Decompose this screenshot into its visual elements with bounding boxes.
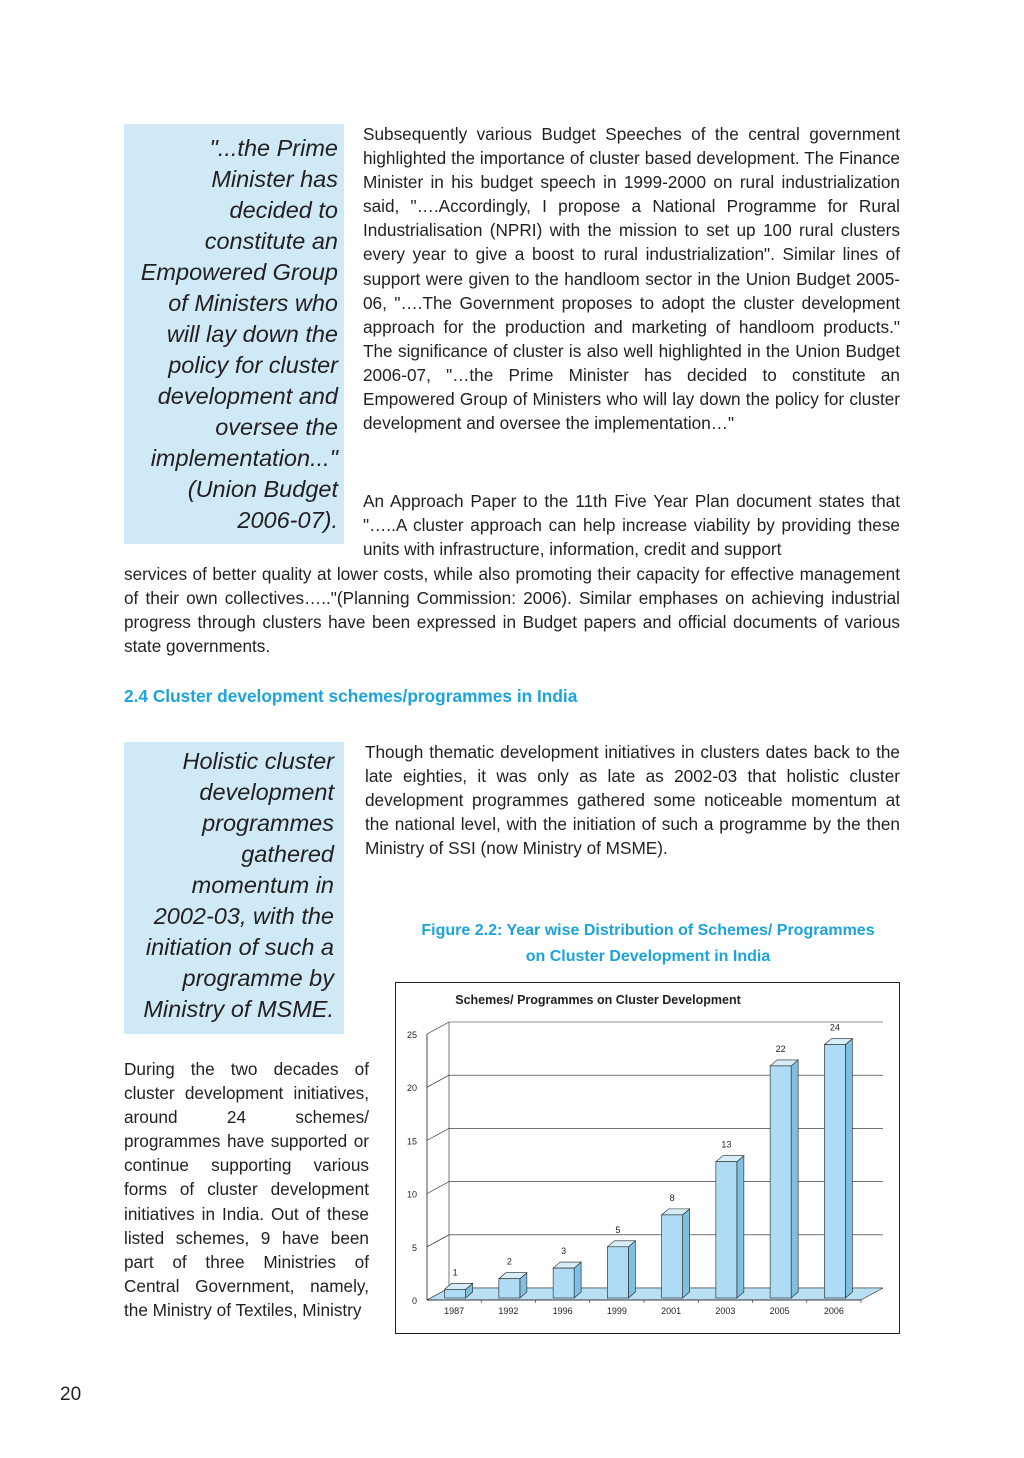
y-tick-label: 20 bbox=[406, 1083, 417, 1094]
x-tick-label: 2003 bbox=[715, 1306, 736, 1316]
pullquote-1-line: decided to bbox=[229, 197, 338, 223]
pullquote-1-line: oversee the bbox=[215, 414, 338, 440]
figure-caption-line-2: on Cluster Development in India bbox=[525, 948, 771, 965]
y-tick-label: 25 bbox=[406, 1030, 417, 1040]
data-label: 24 bbox=[829, 1022, 840, 1033]
paragraph-budget-speeches: Subsequently various Budget Speeches of the central government highlighted the importance of cluster based development. The Finance Minister in his budget speech in 1999-2000 on rural industrialization said, "….Accordingly, I propose a National Programme for Rural Industrialisation (NPRI) with the mission to set up 100 rural clusters every year to give a boost to rural industrialization". Similar lines of support were given to the handloom sector in the Union Budget 2005-06, "….The Government proposes to adopt the cluster development approach for the production and marketing of handloom products." The significance of cluster is also well highlighted in the Union Budget 2006-07, "…the Prime Minister has decided to constitute an Empowered Group of Ministers who will lay down the policy for cluster development and oversee the implementation…" bbox=[363, 124, 900, 434]
gridline-depth bbox=[427, 1235, 449, 1247]
pullquote-2-line: Ministry of MSME. bbox=[143, 996, 334, 1022]
paragraph-approach-paper-continued: services of better quality at lower costs, while also promoting their capacity for effective management of their own collectives….."(Planning Commission: 2006). Similar emphases on achieving industrial progress through clusters have been expressed in Budget papers and official documents of various state governments. bbox=[124, 564, 900, 657]
paragraph-thematic-initiatives: Though thematic development initiatives in clusters dates back to the late eighties, it was only as late as 2002-03 that holistic cluster development programmes gathered some noticeable momentum at the national level, with the initiation of such a programme by the then Ministry of SSI (now Ministry of MSME). bbox=[365, 742, 900, 859]
y-tick-label: 0 bbox=[411, 1296, 417, 1306]
gridline-depth bbox=[427, 1128, 449, 1140]
x-tick-label: 1999 bbox=[606, 1306, 627, 1316]
x-tick-label: 1996 bbox=[552, 1306, 573, 1316]
pullquote-2-line: programmes bbox=[202, 810, 334, 836]
bar-side bbox=[791, 1060, 798, 1298]
y-tick-label: 15 bbox=[406, 1136, 417, 1147]
pullquote-1-line: 2006-07). bbox=[237, 507, 338, 533]
bar bbox=[499, 1279, 520, 1298]
data-label: 13 bbox=[721, 1139, 732, 1150]
bar bbox=[716, 1162, 737, 1298]
gridline-depth bbox=[427, 1182, 449, 1194]
gridline-depth bbox=[427, 1075, 449, 1087]
page-number: 20 bbox=[60, 1384, 82, 1405]
pullquote-2-line: programme by bbox=[182, 965, 334, 991]
section-heading: 2.4 Cluster development schemes/programmes in India bbox=[124, 686, 578, 706]
y-tick-label: 5 bbox=[411, 1242, 417, 1253]
paragraph-two-decades: During the two decades of cluster development initiatives, around 24 schemes/ programmes have supported or continue supporting various forms of cluster development initiatives in India. Out of these listed schemes, 9 have been part of three Ministries of Central Government, namely, the Ministry of Textiles, Ministry bbox=[124, 1059, 369, 1320]
data-label: 3 bbox=[561, 1246, 567, 1257]
bar bbox=[553, 1268, 574, 1298]
x-tick-label: 2001 bbox=[661, 1306, 682, 1316]
y-tick-label: 10 bbox=[406, 1189, 417, 1200]
bar-side bbox=[683, 1209, 690, 1298]
pullquote-1-line: implementation..." bbox=[150, 445, 338, 471]
pullquote-1-line: development and bbox=[157, 383, 338, 409]
bar-side bbox=[845, 1039, 852, 1298]
paragraph-approach-paper: An Approach Paper to the 11th Five Year Plan document states that "…..A cluster approach can help increase viability by providing these units with infrastructure, information, credit and support bbox=[363, 491, 900, 560]
pullquote-1-line: Empowered Group bbox=[140, 259, 338, 285]
pullquote-holistic-cluster bbox=[124, 742, 344, 1034]
pullquote-1-line: of Ministers who bbox=[168, 290, 338, 316]
gridline-depth bbox=[427, 1022, 449, 1034]
bar-chart bbox=[395, 982, 900, 1334]
x-tick-label: 1987 bbox=[444, 1306, 465, 1316]
bar bbox=[770, 1066, 791, 1298]
bar bbox=[824, 1045, 845, 1298]
pullquote-2-line: gathered bbox=[241, 841, 334, 867]
data-label: 22 bbox=[775, 1043, 786, 1054]
x-tick-label: 2006 bbox=[823, 1306, 844, 1316]
pullquote-1-line: policy for cluster bbox=[168, 352, 338, 378]
pullquote-2-line: development bbox=[199, 779, 334, 805]
pullquote-2-line: momentum in bbox=[191, 872, 334, 898]
bar-side bbox=[737, 1156, 744, 1298]
data-label: 8 bbox=[669, 1192, 675, 1203]
pullquote-2-line: 2002-03, with the bbox=[153, 903, 334, 929]
x-tick-label: 1992 bbox=[498, 1306, 519, 1316]
bar bbox=[662, 1215, 683, 1298]
pullquote-1-line: will lay down the bbox=[166, 321, 338, 347]
x-tick-label: 2005 bbox=[769, 1306, 790, 1316]
pullquote-1-line: (Union Budget bbox=[187, 476, 338, 502]
data-label: 5 bbox=[615, 1224, 621, 1235]
pullquote-1-line: "...the Prime bbox=[209, 135, 338, 161]
bar bbox=[445, 1289, 466, 1298]
chart-floor bbox=[427, 1288, 883, 1300]
data-label: 2 bbox=[506, 1256, 512, 1267]
bar bbox=[607, 1247, 628, 1298]
data-label: 1 bbox=[452, 1267, 458, 1278]
pullquote-2-line: initiation of such a bbox=[145, 934, 334, 960]
figure-caption-line-1: Figure 2.2: Year wise Distribution of Schemes/ Programmes bbox=[421, 922, 875, 939]
figure-caption bbox=[396, 918, 900, 970]
bar-side bbox=[628, 1241, 635, 1298]
pullquote-empowered-group bbox=[124, 124, 344, 544]
pullquote-2-line: Holistic cluster bbox=[182, 748, 334, 774]
pullquote-1-line: Minister has bbox=[211, 166, 338, 192]
chart-title: Schemes/ Programmes on Cluster Development bbox=[455, 993, 741, 1007]
pullquote-1-line: constitute an bbox=[204, 228, 338, 254]
